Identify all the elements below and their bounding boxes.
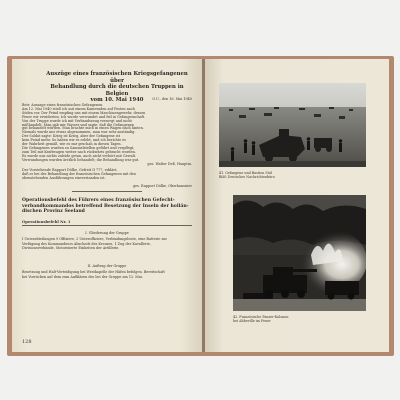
signature-2: ges. Rapport Dölke, Oberkanonier	[132, 184, 192, 188]
text-line: Verwundungen wurden ärztlich behandelt; die Behandlung war gut.	[22, 157, 140, 162]
subheading: Operationsbefehl Nr. 1	[22, 220, 71, 224]
text-line: Niemals wurde mir etwas abgenommen, man war sehr anständig.	[22, 130, 136, 135]
text-line: Divisionsverbände, Motorisierte Einheiten der Artillerie.	[22, 246, 120, 251]
section-title: II. Auftrag der Gruppe	[87, 264, 127, 268]
open-book	[7, 56, 394, 356]
heading-line: verbandkommandos betreffend Besetzung der Inseln der hollän-	[22, 203, 189, 209]
heading-line: vom 10. Mai 1940	[90, 97, 144, 104]
divider	[72, 191, 142, 192]
right-page	[205, 59, 389, 352]
caption-line: Bild: Deutsches Nachrichtenbüro	[219, 175, 275, 179]
photo-burning-column	[233, 195, 366, 311]
text-line: gut behandelt würden. Man brachte mich in einen Wagen nach hinten.	[22, 126, 144, 131]
text-line: Die Gefangenen wurden zu Sammelstellen geführt und verpflegt,	[22, 145, 135, 150]
page-number: 128	[22, 339, 32, 345]
text-line: Betr. Aussage eines französischen Gefangenen.	[22, 103, 104, 107]
text-line: bei Vorrücken auf dem zum Aufklären des bei der Gruppe am 12. Mai.	[22, 274, 143, 279]
caption-line: 42. Französische Panzer-Kolonne	[233, 315, 289, 319]
section-title: I. Gliederung der Gruppe	[85, 231, 129, 235]
text-line: Besetzung und Halt-Verteidigung bei Westkapelle der Häfen befolgen. Bereitschaft	[22, 270, 165, 274]
left-page	[12, 59, 203, 352]
text-line: I Unterabteilungen 9 Offiziere, 2 Unteroffiziere, Verbindungsleute, eine Batterie zur	[22, 237, 168, 241]
text-line: Am 12. Mai 1940 stieß ich mit einem Kameraden auf Posten nach	[22, 106, 135, 111]
text-line: kein Feind mehr. So haben wir es erlebt, und ich berichte es	[22, 138, 126, 143]
text-line: Verfügung des Kommandeurs Abschnitt des Kreuzes, 1 Zug der Kavallerie,	[22, 241, 151, 246]
text-line: daß er bei der Behandlung der französischen Gefangenen mit den	[22, 171, 136, 176]
text-line: Von der Truppe wurde ich mit Verbandszeug versorgt und nicht	[22, 118, 132, 123]
photo-2-caption	[233, 315, 289, 323]
divider	[22, 225, 192, 226]
heading-line: dischen Provinz Seeland	[22, 209, 85, 215]
caption-line: 41. Gefangene und Bastion Süd	[219, 171, 272, 175]
text-line: Es wurde uns nichts zuleide getan, auch nicht verhört mit Gewalt.	[22, 153, 137, 158]
photo-troops-vehicles	[219, 83, 366, 167]
photo-1-caption	[219, 171, 275, 179]
caption-line: bei Abbeville im Feuer	[233, 319, 271, 323]
text-line: zum Teil mit Kraftwagen weiter nach rückwärts gebracht worden.	[22, 149, 136, 154]
dateline: O.U., den 16. Mai 1940	[152, 97, 192, 101]
heading-line: Operationsbefehl des Führers eines französischen Gefecht-	[22, 198, 175, 203]
text-line: der Wahrheit gemäß, wie es mir geschah in diesen Tagen.	[22, 142, 122, 146]
text-line: mißhandelt. Man gab mir Wasser und sagte, daß die Gefangenen	[22, 122, 134, 127]
signature-1: ges. Walter Deß, Hauptm.	[147, 162, 192, 166]
text-line: Der Soldat sagte: Krieg ist Krieg, aber der Gefangene ist	[22, 134, 120, 139]
heading-line: Auszüge eines französischen Kriegsgefangenen über	[46, 71, 188, 84]
heading-line: Behandlung durch die deutschen Truppen in Belgien	[50, 84, 184, 97]
text-line: obenstehenden Ausführungen einverstanden ist.	[22, 175, 106, 180]
text-line: Der Vorstehende Rapport Dölke, Gefreit II 777, erklärt,	[22, 168, 118, 172]
text-line: Süden vor. Der Feind empfing uns mit einem Maschinengewehr, dessen	[22, 110, 146, 115]
text-line: Feuer wir erwiderten. Ich wurde verwundet und fiel in Gefangenschaft.	[22, 114, 146, 119]
second-heading	[22, 198, 192, 215]
